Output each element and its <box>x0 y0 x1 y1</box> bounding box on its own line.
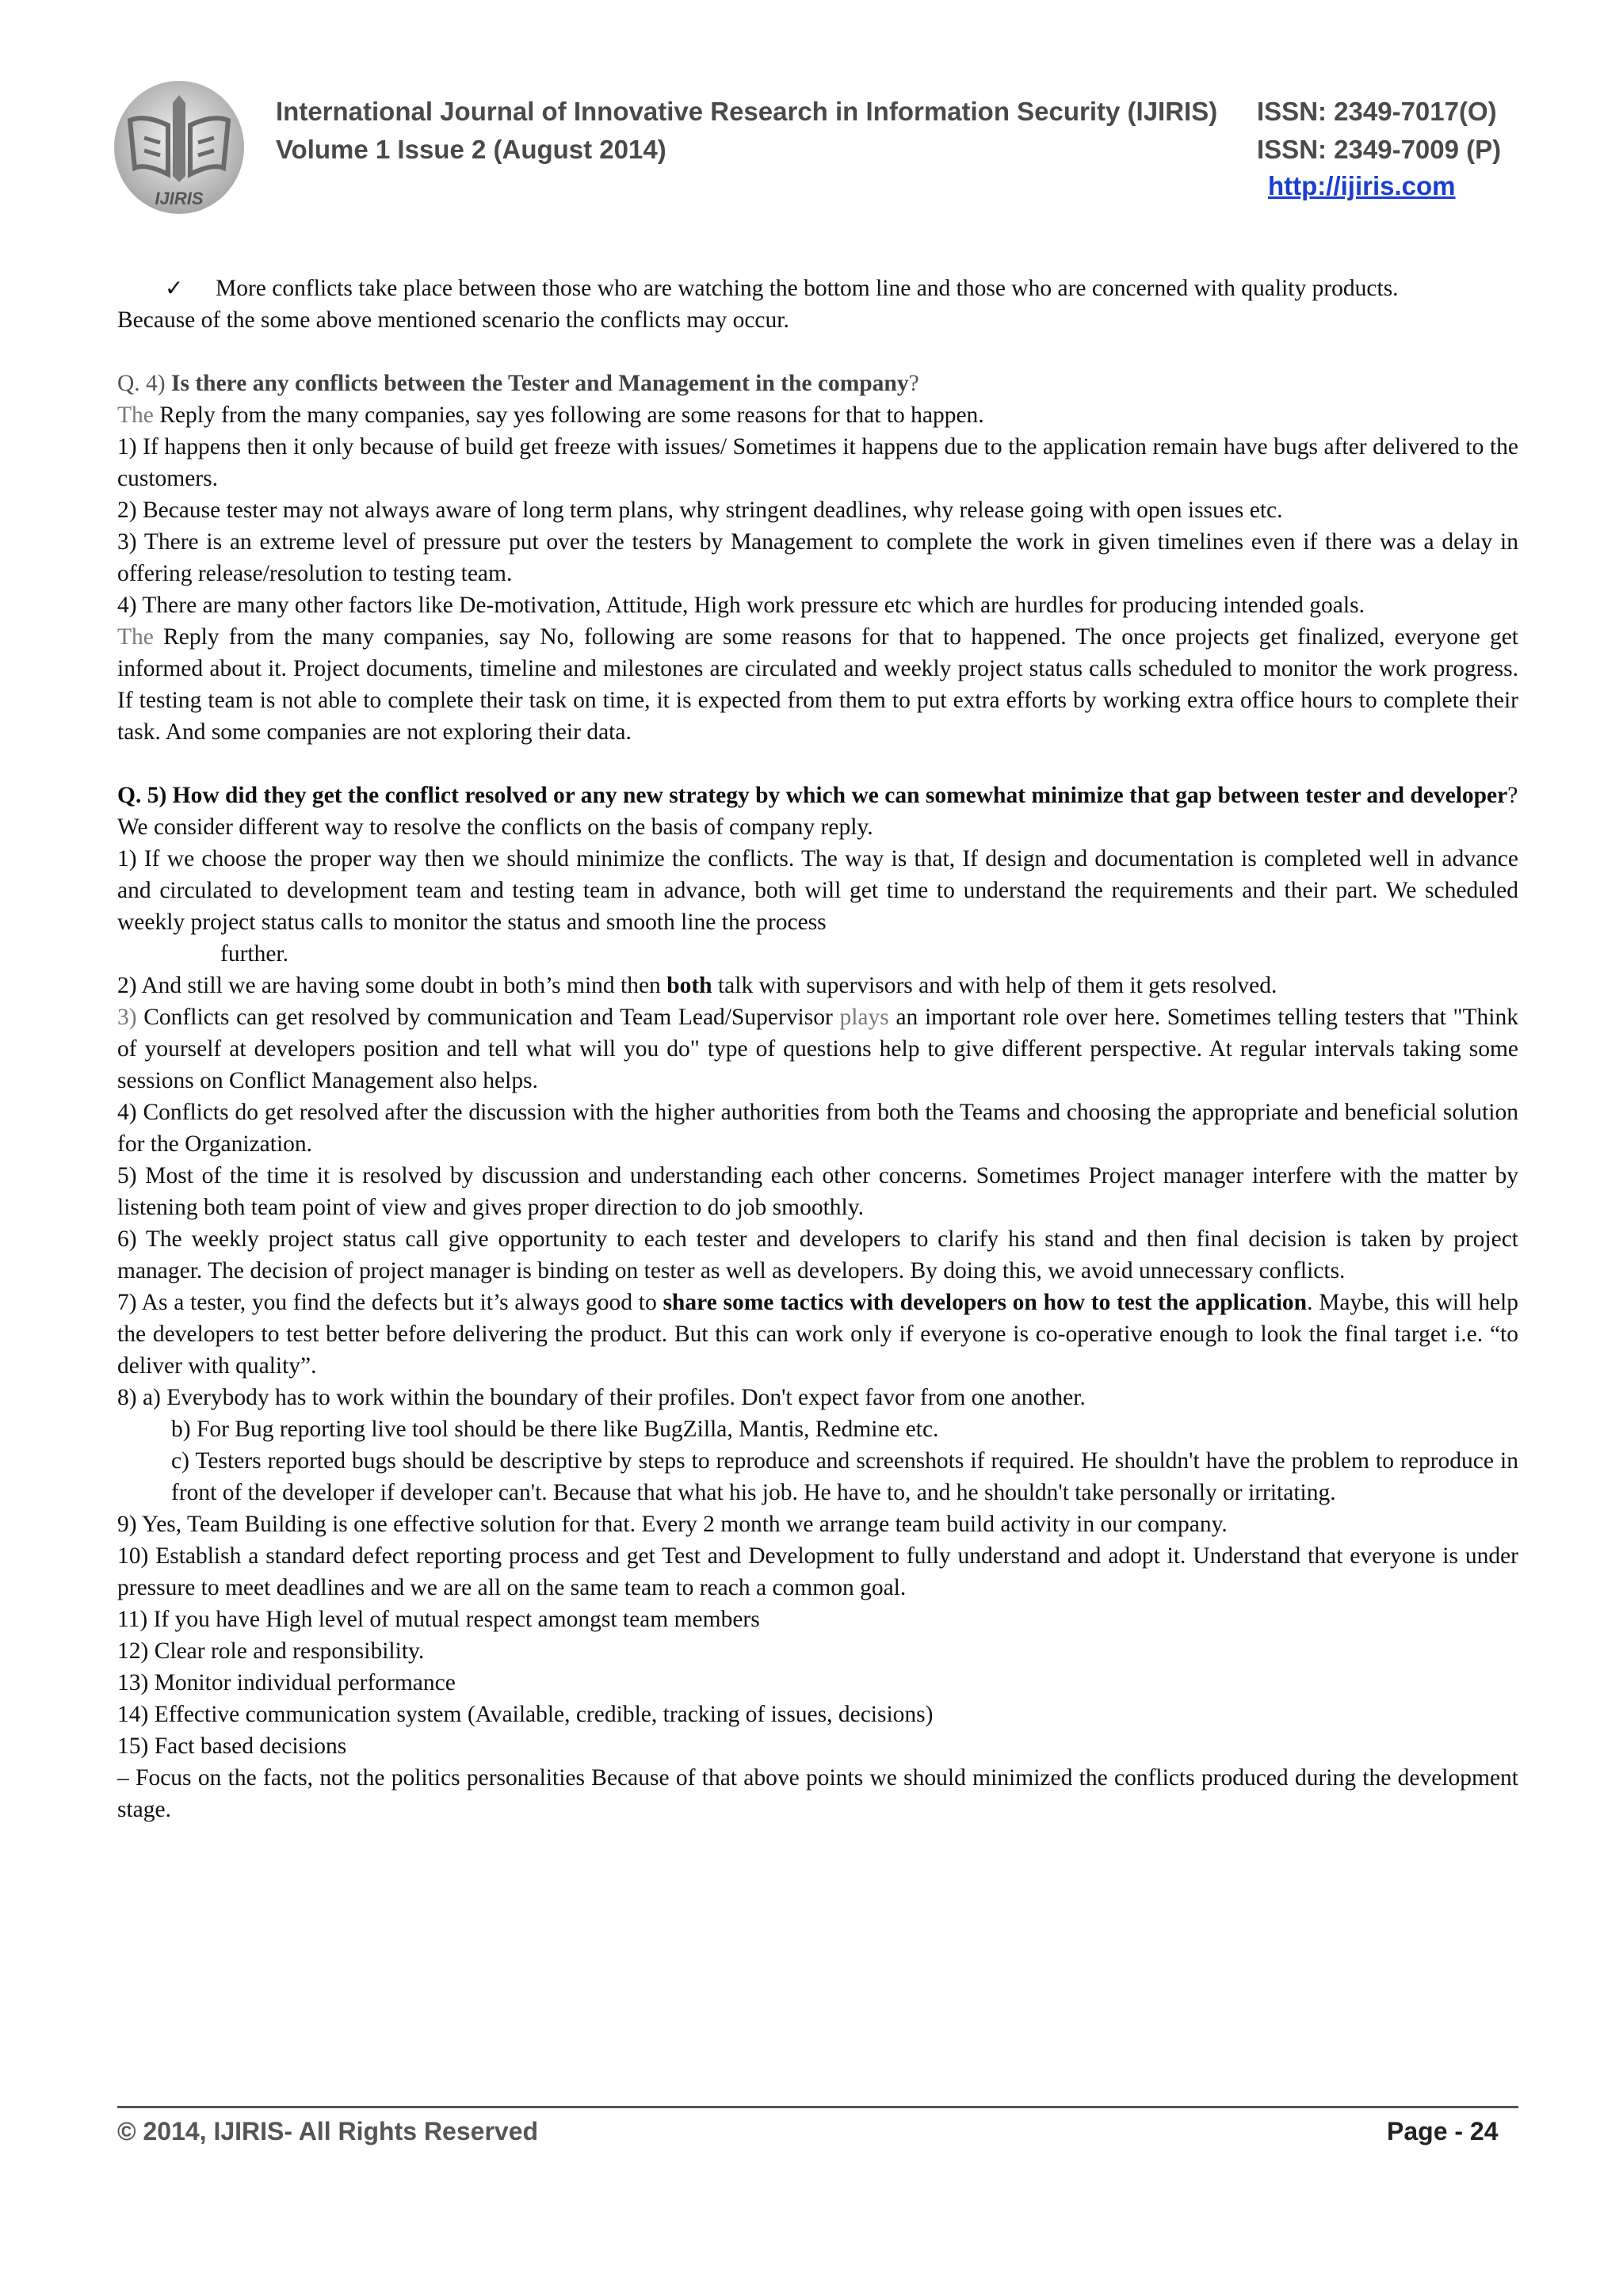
closing-text: – Focus on the facts, not the politics personalities Because of that above points we should minimized the conflicts produced during the development stage. <box>117 1765 1518 1822</box>
q5-item-11: 11) If you have High level of mutual respect amongst team members <box>117 1607 760 1632</box>
q5-item-7: 7) As a tester, you find the defects but it’s always good to share some tactics with developers on how to test the application. Maybe, this will help the developers to test better before delivering the product. But this can work only if everyone is co-operative enough to look the final target i.e. “to deliver with quality”. <box>117 1290 1518 1379</box>
q5-item-6: 6) The weekly project status call give opportunity to each tester and developers to clarify his stand and then final decision is taken by project manager. The decision of project manager is binding on tester as well as developers. By doing this, we avoid unnecessary conflicts. <box>117 1226 1518 1283</box>
q5-item-1-cont: further. <box>220 941 289 967</box>
q4-heading: Q. 4) Is there any conflicts between the Tester and Management in the company? <box>117 371 919 396</box>
page-number: Page - 24 <box>1387 2117 1499 2145</box>
q4-item-1: 1) If happens then it only because of build get freeze with issues/ Sometimes it happens due to the application remain have bugs after delivered to the customers. <box>117 434 1518 491</box>
logo-text: IJIRIS <box>155 189 204 208</box>
q4-item-3: 3) There is an extreme level of pressure put over the testers by Management to complete the work in given timelines even if there was a delay in offering release/resolution to testing team. <box>117 529 1518 586</box>
journal-title: International Journal of Innovative Research in Information Security (IJIRIS) <box>276 97 1218 126</box>
q5-item-8c: c) Testers reported bugs should be descriptive by steps to reproduce and screenshots if required. He shouldn't have the problem to reproduce in front of the developer if developer can't. Because that what his job. He have to, and he shouldn't take personally or irritating. <box>171 1448 1518 1505</box>
q5-item-3: 3) Conflicts can get resolved by communication and Team Lead/Supervisor plays an important role over here. Sometimes telling testers that "Think of yourself at developers position and tell what will you do" type of questions help to give different perspective. At regular intervals taking some sessions on Conflict Management also helps. <box>117 1005 1519 1093</box>
footer-rule <box>117 2106 1518 2108</box>
q5-item-13: 13) Monitor individual performance <box>117 1670 456 1695</box>
q5-item-8b: b) For Bug reporting live tool should be there like BugZilla, Mantis, Redmine etc. <box>171 1417 939 1442</box>
q4-reply-yes: The Reply from the many companies, say yes following are some reasons for that to happen. <box>117 402 984 428</box>
q5-item-1: 1) If we choose the proper way then we should minimize the conflicts. The way is that, If design and documentation is completed well in advance and circulated to development team and testing team in advance, both will get time to understand the requirements and their part. We scheduled weekly project status calls to monitor the status and smooth line the process <box>117 846 1518 935</box>
footer-copyright: © 2014, IJIRIS- All Rights Reserved <box>117 2117 539 2145</box>
journal-url-link[interactable]: http://ijiris.com <box>1268 171 1456 200</box>
q5-item-8a: 8) a) Everybody has to work within the boundary of their profiles. Don't expect favor from one another. <box>117 1385 1086 1410</box>
volume-issue: Volume 1 Issue 2 (August 2014) <box>276 135 666 164</box>
q5-intro: We consider different way to resolve the conflicts on the basis of company reply. <box>117 814 873 840</box>
q4-reply-no: The Reply from the many companies, say No, following are some reasons for that to happened. The once projects get finalized, everyone get informed about it. Project documents, timeline and milestones are circulated and weekly project status calls scheduled to monitor the work progress. If testing team is not able to complete their task on time, it is expected from them to put extra efforts by working extra office hours to complete their task. And some companies are not exploring their data. <box>117 624 1519 745</box>
q5-item-4: 4) Conflicts do get resolved after the discussion with the higher authorities from both the Teams and choosing the appropriate and beneficial solution for the Organization. <box>117 1100 1518 1157</box>
issn-online: ISSN: 2349-7017(O) <box>1257 97 1497 126</box>
q5-item-5: 5) Most of the time it is resolved by discussion and understanding each other concerns. Sometimes Project manager interfere with the matter by listening both team point of view and gives proper direction to do job smoothly. <box>117 1163 1518 1220</box>
checkmark-icon: ✓ <box>165 275 184 301</box>
because-text: Because of the some above mentioned scenario the conflicts may occur. <box>117 307 789 333</box>
q5-item-12: 12) Clear role and responsibility. <box>117 1638 425 1664</box>
q4-item-4: 4) There are many other factors like De-motivation, Attitude, High work pressure etc which are hurdles for producing intended goals. <box>117 593 1365 618</box>
q5-item-14: 14) Effective communication system (Available, credible, tracking of issues, decisions) <box>117 1702 934 1727</box>
q5-item-2: 2) And still we are having some doubt in both’s mind then both talk with supervisors and with help of them it gets resolved. <box>117 973 1277 998</box>
bullet-item <box>117 273 1518 304</box>
q5-item-10: 10) Establish a standard defect reporting process and get Test and Development to fully understand and adopt it. Understand that everyone is under pressure to meet deadlines and we are all on the same team to reach a common goal. <box>117 1543 1518 1600</box>
ijiris-logo <box>113 79 246 215</box>
article-body <box>117 273 1518 1825</box>
q5-item-15: 15) Fact based decisions <box>117 1733 347 1759</box>
bullet-text: More conflicts take place between those who are watching the bottom line and those who are concerned with quality products. <box>216 276 1399 301</box>
issn-print: ISSN: 2349-7009 (P) <box>1257 135 1502 164</box>
q5-heading: Q. 5) How did they get the conflict resolved or any new strategy by which we can somewhat minimize that gap between tester and developer? <box>117 783 1518 808</box>
q5-item-9: 9) Yes, Team Building is one effective solution for that. Every 2 month we arrange team build activity in our company. <box>117 1512 1228 1537</box>
q4-item-2: 2) Because tester may not always aware of long term plans, why stringent deadlines, why release going with open issues etc. <box>117 498 1283 523</box>
